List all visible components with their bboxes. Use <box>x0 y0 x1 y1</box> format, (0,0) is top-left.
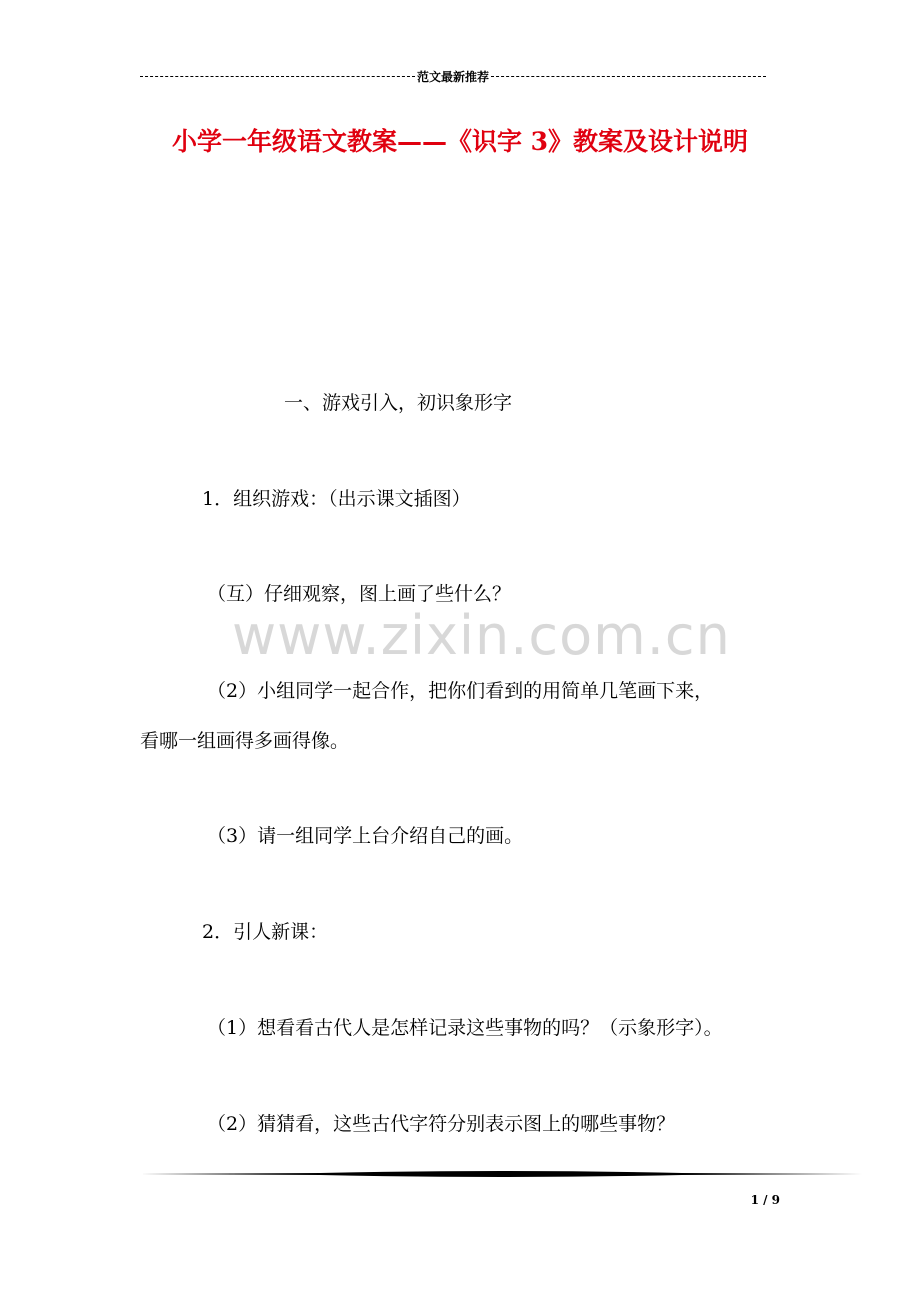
header-dash-left <box>140 76 415 77</box>
item-1-a: （互）仔细观察，图上画了些什么？ <box>207 583 512 605</box>
header-dash-right <box>491 76 766 77</box>
page-header <box>140 68 766 84</box>
document-title: 小学一年级语文教案——《识字 3》教案及设计说明 <box>171 127 749 156</box>
watermark: www.zixin.com.cn <box>232 604 731 667</box>
item-2-a: （1）想看看古代人是怎样记录这些事物的吗？（示象形字）。 <box>207 1017 723 1039</box>
item-1-c: （3）请一组同学上台介绍自己的画。 <box>207 825 524 847</box>
header-label: 范文最新推荐 <box>417 69 490 84</box>
item-2: 2．引人新课： <box>202 921 329 943</box>
footer-rule <box>140 1166 862 1182</box>
item-1: 1．组织游戏：（出示课文插图） <box>202 488 471 510</box>
section-heading-1: 一、游戏引入，初识象形字 <box>284 392 513 414</box>
item-2-b: （2）猜猜看，这些古代字符分别表示图上的哪些事物？ <box>207 1113 676 1135</box>
item-1-b-line2: 看哪一组画得多画得像。 <box>140 730 350 752</box>
page-number: 1 / 9 <box>750 1193 780 1207</box>
item-1-b-line1: （2）小组同学一起合作，把你们看到的用简单几笔画下来， <box>207 680 714 702</box>
